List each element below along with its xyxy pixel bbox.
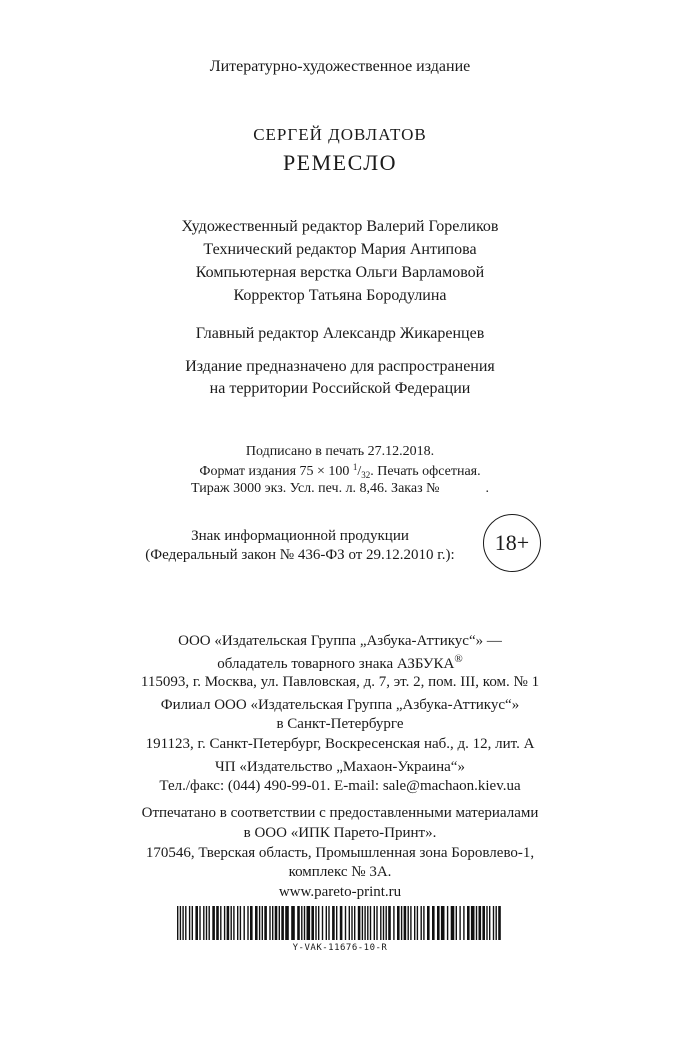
barcode-bar <box>318 906 319 940</box>
barcode-bar <box>421 906 422 940</box>
barcode-bar <box>354 906 355 940</box>
barcode-bar <box>212 906 215 940</box>
barcode-bar <box>297 906 300 940</box>
barcode-bar <box>272 906 273 940</box>
distribution-line-2: на территории Российской Федерации <box>209 380 471 397</box>
barcode-bar <box>262 906 263 940</box>
barcode-bar <box>397 906 400 940</box>
barcode-bar <box>493 906 494 940</box>
barcode-bar <box>304 906 305 940</box>
barcode-bar <box>322 906 323 940</box>
barcode-bar <box>220 906 221 940</box>
barcode-bar <box>467 906 470 940</box>
book-author: СЕРГЕЙ ДОВЛАТОВ <box>253 125 427 144</box>
book-title: РЕМЕСЛО <box>282 150 398 175</box>
barcode-bar <box>376 906 377 940</box>
barcode-bar <box>240 906 241 940</box>
age-rating-label: Знак информационной продукции <box>191 528 409 544</box>
barcode-bar <box>463 906 464 940</box>
barcode-bar <box>189 906 190 940</box>
barcode-bar <box>259 906 260 940</box>
barcode-bar <box>199 906 200 940</box>
credit-layout: Компьютерная верстка Ольги Варламовой <box>195 264 485 281</box>
barcode-bar <box>195 906 198 940</box>
barcode-bar <box>291 906 295 940</box>
barcode-bar <box>432 906 435 940</box>
barcode-bar <box>244 906 245 940</box>
credit-proofreader: Корректор Татьяна Бородулина <box>233 287 447 304</box>
barcode-bar <box>345 906 346 940</box>
barcode-bar <box>401 906 402 940</box>
barcode-bar <box>301 906 302 940</box>
edition-type: Литературно-художественное издание <box>209 58 471 75</box>
barcode-bar <box>185 906 186 940</box>
barcode-bar <box>209 906 210 940</box>
age-rating-law: (Федеральный закон № 436-ФЗ от 29.12.2010 г.): <box>145 547 455 563</box>
barcode-bar <box>264 906 267 940</box>
barcode-bar <box>349 906 350 940</box>
barcode-bar <box>367 906 368 940</box>
barcode-code: Y-VAK-11676-10-R <box>292 943 388 953</box>
printer-line-4: комплекс № 3А. <box>288 864 392 880</box>
barcode-bar <box>311 906 314 940</box>
barcode-bar <box>482 906 485 940</box>
barcode-bar <box>231 906 232 940</box>
barcode-bar <box>404 906 407 940</box>
barcode-bar <box>364 906 365 940</box>
barcode-bar <box>247 906 248 940</box>
barcode-bar <box>233 906 234 940</box>
barcode-bar <box>275 906 278 940</box>
barcode-bar <box>437 906 440 940</box>
barcode-bar <box>203 906 204 940</box>
barcode-bar <box>479 906 482 940</box>
barcode-bar <box>476 906 477 940</box>
barcode-bar <box>182 906 183 940</box>
barcode-bar <box>216 906 219 940</box>
barcode-bar <box>279 906 280 940</box>
barcode-bar <box>417 906 418 940</box>
printer-line-3: 170546, Тверская область, Промышленная зона Боровлево-1, <box>145 845 535 861</box>
barcode-bar <box>496 906 497 940</box>
barcode-bar <box>380 906 381 940</box>
credit-tech-editor: Технический редактор Мария Антипова <box>203 241 477 258</box>
barcode-bar <box>386 906 387 940</box>
branch-address: 191123, г. Санкт-Петербург, Воскресенская наб., д. 12, лит. А <box>145 736 535 752</box>
barcode-bar <box>340 906 343 940</box>
barcode-bar <box>393 906 394 940</box>
barcode-bar <box>451 906 455 940</box>
barcode-bar <box>224 906 225 940</box>
branch-name: Филиал ООО «Издательская Группа „Азбука-Аттикус“» <box>160 697 520 713</box>
barcode-bar <box>177 906 178 940</box>
print-format: Формат издания 75 × 100 $^1/_{32}$. Печать офсетная. <box>199 462 481 480</box>
branch-city: в Санкт-Петербурге <box>276 716 404 732</box>
print-signed: Подписано в печать 27.12.2018. <box>245 444 435 459</box>
barcode-bar <box>441 906 445 940</box>
barcode-bar <box>370 906 371 940</box>
barcode-bar <box>255 906 258 940</box>
registered-mark: ® <box>454 653 463 665</box>
barcode-bar <box>192 906 193 940</box>
barcode-bar <box>326 906 327 940</box>
barcode-bar <box>414 906 415 940</box>
barcode-bar <box>489 906 490 940</box>
barcode-bar <box>180 906 181 940</box>
print-circulation: Тираж 3000 экз. Усл. печ. л. 8,46. Заказ № . <box>191 481 489 496</box>
barcode-bar <box>423 906 424 940</box>
chief-editor: Главный редактор Александр Жикаренцев <box>195 325 485 342</box>
barcode-bar <box>237 906 238 940</box>
ukraine-contacts: Тел./факс: (044) 490-99-01. E-mail: sale@machaon.kiev.ua <box>159 778 521 794</box>
distribution-line-1: Издание предназначено для распространения <box>185 358 495 375</box>
barcode-bar <box>206 906 207 940</box>
barcode-bar <box>358 906 361 940</box>
barcode-bar <box>447 906 448 940</box>
publisher-name: ООО «Издательская Группа „Азбука-Аттикус“» — <box>178 633 502 649</box>
ukraine-publisher: ЧП «Издательство „Махаон-Украина“» <box>215 759 465 775</box>
barcode-bar <box>250 906 253 940</box>
barcode-bar <box>410 906 411 940</box>
publisher-address: 115093, г. Москва, ул. Павловская, д. 7, эт. 2, пом. III, ком. № 1 <box>140 674 540 690</box>
barcode-bar <box>351 906 352 940</box>
barcode-bar <box>408 906 409 940</box>
barcode-bar <box>307 906 311 940</box>
barcode-bar <box>285 906 289 940</box>
barcode-bar <box>332 906 335 940</box>
barcode <box>177 906 503 940</box>
barcode-bar <box>281 906 284 940</box>
barcode-bar <box>269 906 270 940</box>
barcode-bar <box>383 906 384 940</box>
printer-website: www.pareto-print.ru <box>278 884 402 900</box>
barcode-bar <box>486 906 487 940</box>
printer-line-1: Отпечатано в соответствии с предоставленными материалами <box>141 805 539 821</box>
barcode-bar <box>336 906 337 940</box>
age-rating-badge: 18+ <box>483 514 541 572</box>
barcode-bar <box>459 906 460 940</box>
printer-line-2: в ООО «ИПК Парето-Принт». <box>243 825 437 841</box>
barcode-bar <box>227 906 230 940</box>
barcode-bar <box>328 906 329 940</box>
barcode-bar <box>427 906 430 940</box>
barcode-bar <box>388 906 391 940</box>
barcode-bar <box>315 906 316 940</box>
barcode-bar <box>362 906 363 940</box>
publisher-trademark: обладатель товарного знака АЗБУКА® <box>217 653 463 672</box>
barcode-bar <box>471 906 475 940</box>
barcode-bar <box>456 906 457 940</box>
credit-art-editor: Художественный редактор Валерий Гореликов <box>181 218 499 235</box>
barcode-bar <box>374 906 375 940</box>
barcode-bar <box>498 906 501 940</box>
